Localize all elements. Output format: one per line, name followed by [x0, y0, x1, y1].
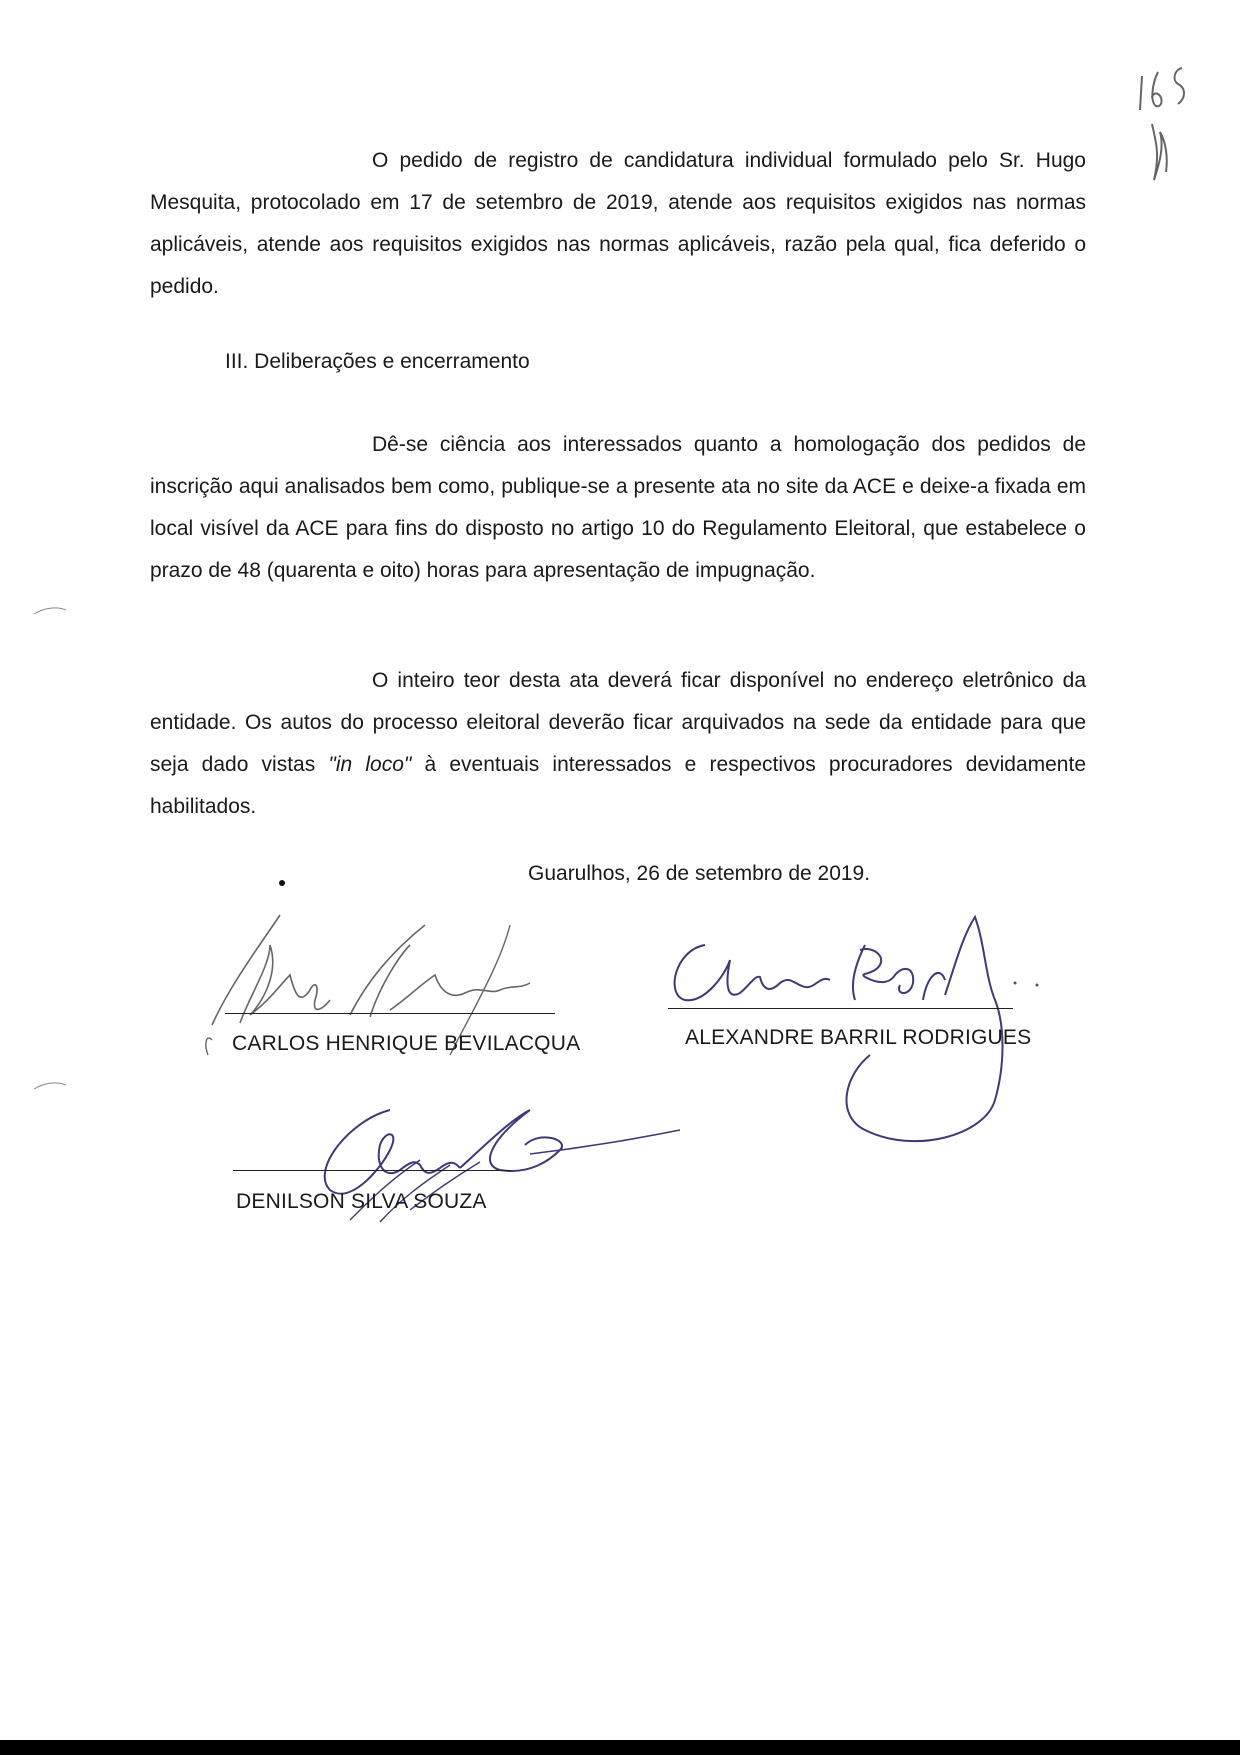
- paragraph-deliberations: Dê-se ciência aos interessados quanto a homologação dos pedidos de inscrição aqui analisados bem como, publique-se a presente ata no site da ACE e deixe-a fixada em local visível da ACE para fins do disposto no artigo 10 do Regulamento Eleitoral, que estabelece o prazo de 48 (quarenta e oito) horas para apresentação de impugnação.: [150, 433, 1086, 582]
- section-heading: III. Deliberações e encerramento: [225, 350, 530, 373]
- italic-phrase: "in loco": [328, 753, 412, 776]
- signature-line: [668, 1008, 1013, 1009]
- bullet-dot: [279, 880, 285, 886]
- paragraph-text-part: à eventuais interessados e respectivos procuradores devidamente habilitados.: [150, 753, 1086, 818]
- paragraph-full-content: [150, 660, 1086, 828]
- signatory-name: CARLOS HENRIQUE BEVILACQUA: [232, 1032, 581, 1055]
- signature-line: [233, 1170, 511, 1171]
- scan-border: [0, 1740, 1240, 1755]
- scan-mark: [30, 1075, 70, 1095]
- place-date: Guarulhos, 26 de setembro de 2019.: [528, 862, 871, 885]
- signatory-name: ALEXANDRE BARRIL RODRIGUES: [685, 1026, 1032, 1049]
- paragraph-candidacy: O pedido de registro de candidatura individual formulado pelo Sr. Hugo Mesquita, protocolado em 17 de setembro de 2019, atende aos requisitos exigidos nas normas aplicáveis, atende aos requisitos exigidos nas normas aplicáveis, razão pela qual, fica deferido o pedido.: [150, 149, 1086, 298]
- scan-mark: [30, 600, 70, 620]
- paragraph-text-part: O inteiro teor desta ata deverá ficar disponível no endereço eletrônico da entidade. Os autos do processo eleitoral deverão ficar arquivados na sede da entidade para que seja dado vistas: [150, 669, 1086, 776]
- signature-line: [225, 1013, 555, 1014]
- signatory-name: DENILSON SILVA SOUZA: [236, 1190, 487, 1213]
- handwritten-page-number: [1130, 62, 1200, 192]
